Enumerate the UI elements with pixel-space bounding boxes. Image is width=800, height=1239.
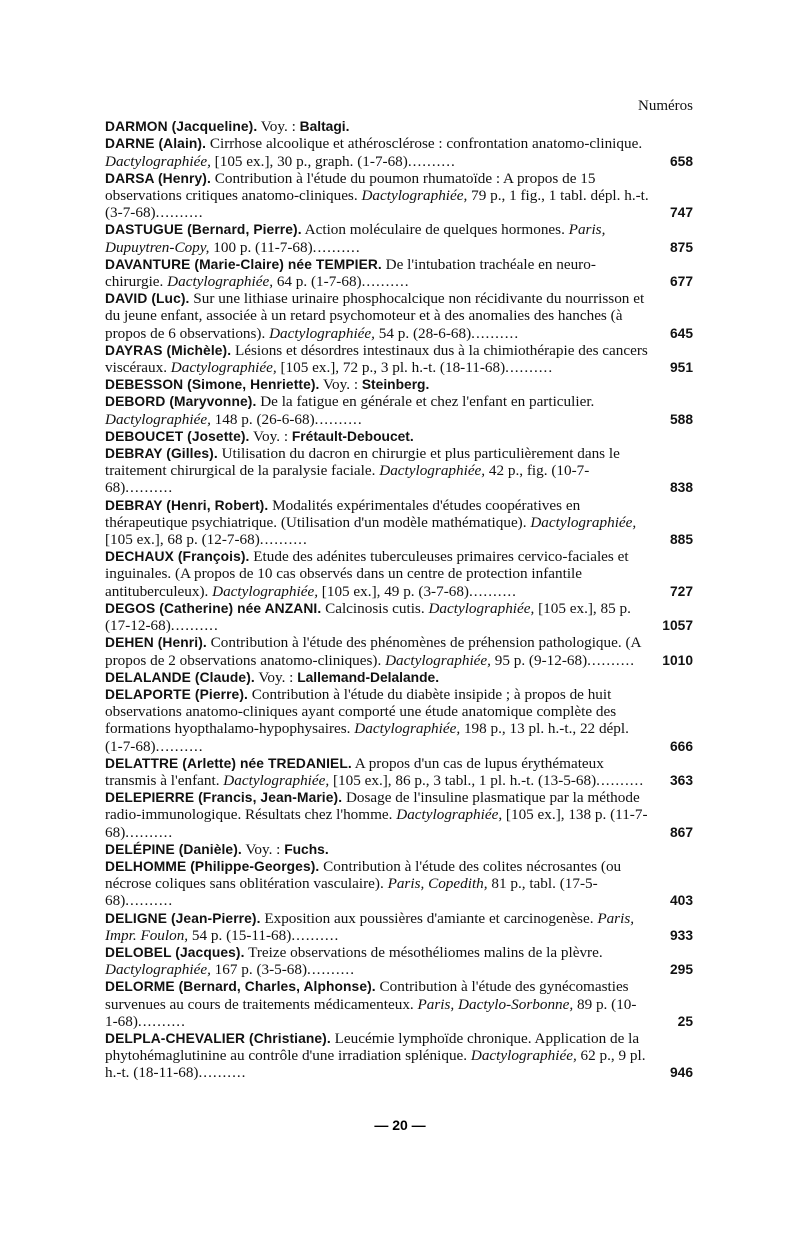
thesis-title: Modalités expérimentales d'études coopératives en thérapeutique psychiatrique. (Utilisation d'un modèle mathématique). bbox=[105, 496, 581, 531]
bibliography-entry bbox=[105, 393, 693, 427]
author-name: DEBORD (Maryvonne). bbox=[105, 394, 257, 410]
dot-leader: .......... bbox=[155, 204, 204, 222]
entry-number: 588 bbox=[669, 411, 693, 427]
entry-number: 403 bbox=[669, 893, 693, 909]
bibliography-entry bbox=[105, 342, 693, 376]
cross-reference: Lallemand-Delalande. bbox=[297, 669, 440, 685]
dot-leader: .......... bbox=[198, 1064, 247, 1082]
publisher: Paris, Impr. Foulon, bbox=[105, 909, 635, 944]
bibliography-entry bbox=[105, 841, 693, 858]
dot-leader: .......... bbox=[259, 531, 308, 549]
bibliography-entry bbox=[105, 376, 693, 393]
entry-number: 946 bbox=[669, 1065, 693, 1081]
author-name: DEBOUCET (Josette). bbox=[105, 428, 250, 444]
publisher: Dactylographiée, bbox=[379, 462, 486, 480]
bibliography-entry bbox=[105, 428, 693, 445]
publication-details: 167 p. (3-5-68) bbox=[210, 961, 308, 979]
bibliography-entry bbox=[105, 944, 693, 978]
thesis-title: De la fatigue en générale et chez l'enfant en particulier. bbox=[260, 393, 595, 411]
dot-leader: .......... bbox=[125, 892, 174, 910]
publisher: Paris, Dactylo-Sorbonne, bbox=[417, 995, 574, 1013]
bibliography-entry bbox=[105, 669, 693, 686]
publication-details: 148 p. (26-6-68) bbox=[210, 410, 315, 428]
bibliography-entry bbox=[105, 548, 693, 600]
publication-details: 62 p., 9 pl. h.-t. (18-11-68) bbox=[105, 1047, 646, 1082]
entry-number: 747 bbox=[669, 205, 693, 221]
thesis-title: Contribution à l'étude du poumon rhumatoïde : A propos de 15 observations critiques anatomo-cliniques. bbox=[105, 169, 596, 205]
bibliography-entry bbox=[105, 170, 693, 222]
author-name: DEHEN (Henri). bbox=[105, 635, 207, 651]
bibliography-entry bbox=[105, 221, 693, 255]
publication-details: 79 p., 1 fig., 1 tabl. dépl. h.-t. (3-7-68) bbox=[105, 187, 649, 222]
dot-leader: .......... bbox=[587, 651, 636, 669]
author-name: DEBRAY (Gilles). bbox=[105, 446, 218, 462]
entry-number: 666 bbox=[669, 738, 693, 754]
publication-details: [105 ex.], 138 p. (11-7-68) bbox=[105, 806, 648, 841]
publication-details: 64 p. (1-7-68) bbox=[273, 273, 362, 291]
thesis-title: Lésions et désordres intestinaux dus à la chimiothérapie des cancers viscéraux. bbox=[105, 341, 648, 377]
entry-number: 25 bbox=[677, 1013, 693, 1029]
dot-leader: .......... bbox=[170, 617, 219, 635]
thesis-title-cont: anatomo-clinique. bbox=[528, 135, 643, 153]
thesis-title: Contribution à l'étude des phénomènes de préhension pathologique. (A propos de 2 observations anatomo-cliniques). bbox=[105, 634, 641, 669]
dot-leader: .......... bbox=[407, 152, 456, 170]
publication-details: 198 p., 13 pl. h.-t., 22 dépl. (1-7-68) bbox=[105, 720, 629, 755]
dot-leader: .......... bbox=[155, 737, 204, 755]
author-name: DAVID (Luc). bbox=[105, 291, 190, 307]
entry-number: 658 bbox=[669, 153, 693, 169]
dot-leader: .......... bbox=[596, 771, 645, 789]
entry-number: 867 bbox=[669, 824, 693, 840]
dot-leader: .......... bbox=[471, 324, 520, 342]
dot-leader: .......... bbox=[361, 273, 410, 291]
bibliography-entry bbox=[105, 445, 693, 497]
thesis-title: Etude des adénites tuberculeuses primaires cervico-faciales et inguinales. (A propos de 10 cas observés dans un centre de protection infantile antituberculeux). bbox=[105, 548, 629, 600]
see-also-label: Voy. : bbox=[245, 840, 281, 858]
entry-number: 875 bbox=[669, 239, 693, 255]
publisher: Dactylographiée, bbox=[167, 273, 274, 291]
bibliography-entry bbox=[105, 118, 693, 135]
bibliography-entry bbox=[105, 755, 693, 789]
bibliography-entry bbox=[105, 789, 693, 841]
author-name: DELPLA-CHEVALIER (Christiane). bbox=[105, 1030, 331, 1046]
publication-details: [105 ex.], 72 p., 3 pl. h.-t. (18-11-68) bbox=[276, 359, 506, 377]
thesis-title: Leucémie lymphoïde chronique. Application de la phytohémaglutinine au contrôle d'une irradiation splénique. bbox=[105, 1029, 640, 1065]
thesis-title: Treize observations de mésothéliomes malins de la plèvre. bbox=[248, 943, 603, 961]
bibliography-entry bbox=[105, 290, 693, 342]
publication-details: [105 ex.], 86 p., 3 tabl., 1 pl. h.-t. (13-5-68) bbox=[329, 771, 597, 789]
dot-leader: .......... bbox=[469, 582, 517, 600]
bibliography-page bbox=[105, 98, 693, 1082]
publication-details: 54 p. (28-6-68) bbox=[374, 324, 472, 342]
entry-number: 645 bbox=[669, 325, 693, 341]
cross-reference: Steinberg. bbox=[361, 377, 430, 393]
publication-details: 81 p., tabl. (17-5-68) bbox=[105, 875, 598, 910]
bibliography-entry bbox=[105, 1030, 693, 1082]
dot-leader: .......... bbox=[312, 238, 361, 256]
publisher: Dactylographiée, bbox=[530, 513, 637, 531]
author-name: DELHOMME (Philippe-Georges). bbox=[105, 858, 320, 874]
bibliography-entry bbox=[105, 135, 693, 169]
bibliography-entry bbox=[105, 600, 693, 634]
author-name: DEBESSON (Simone, Henriette). bbox=[105, 377, 320, 393]
publisher: Dactylographiée, bbox=[269, 324, 375, 342]
author-name: DELIGNE (Jean-Pierre). bbox=[105, 910, 261, 926]
thesis-title: De l'intubation trachéale en neuro-chirurgie. bbox=[105, 255, 596, 291]
thesis-title: Sur une lithiase urinaire phosphocalcique non récidivante du nourrisson et du jeune enfant, associée à un retard psychomoteur et à des anomalies des hanches (à propos de 6 observations). bbox=[105, 290, 645, 342]
page-number: — 20 — bbox=[374, 1117, 426, 1133]
publication-details: [105 ex.], 68 p. (12-7-68) bbox=[105, 531, 260, 549]
author-name: DAYRAS (Michèle). bbox=[105, 342, 232, 358]
publisher: Dactylographiée, bbox=[105, 152, 211, 170]
thesis-title: Exposition aux poussières d'amiante et carcinogenèse. bbox=[264, 909, 598, 927]
see-also-label: Voy. : bbox=[253, 427, 289, 445]
publisher: Dactylographiée, bbox=[428, 599, 535, 617]
dot-leader: .......... bbox=[125, 823, 174, 841]
dot-leader: .......... bbox=[125, 479, 174, 497]
author-name: DELOBEL (Jacques). bbox=[105, 944, 245, 960]
bibliography-entry bbox=[105, 686, 693, 755]
publisher: Dactylographiée, bbox=[354, 720, 461, 738]
bibliography-entry bbox=[105, 634, 693, 668]
entry-number: 363 bbox=[669, 772, 693, 788]
cross-reference: Fuchs. bbox=[284, 841, 329, 857]
thesis-title: Utilisation du dacron en chirurgie et plus particulièrement dans le traitement chirurgical de la paralysie faciale. bbox=[105, 445, 620, 480]
see-also-label: Voy. : bbox=[260, 118, 296, 136]
author-name: DAVANTURE (Marie-Claire) née TEMPIER. bbox=[105, 256, 382, 272]
publisher: Paris, Dupuytren-Copy, bbox=[105, 221, 606, 256]
publisher: Dactylographiée, bbox=[361, 187, 468, 205]
publisher: Dactylographiée, bbox=[105, 410, 211, 428]
entry-number: 885 bbox=[669, 532, 693, 548]
bibliography-entry bbox=[105, 497, 693, 549]
author-name: DELÉPINE (Danièle). bbox=[105, 841, 242, 857]
publication-details: 100 p. (11-7-68) bbox=[209, 238, 313, 256]
dot-leader: .......... bbox=[291, 926, 340, 944]
publication-details: [105 ex.], 30 p., graph. (1-7-68) bbox=[210, 152, 408, 170]
author-name: DEBRAY (Henri, Robert). bbox=[105, 497, 269, 513]
publication-details: 54 p. (15-11-68) bbox=[188, 926, 292, 944]
thesis-title: A propos d'un cas de lupus érythémateux transmis à l'enfant. bbox=[105, 754, 604, 789]
publication-details: 89 p. (10-1-68) bbox=[105, 995, 637, 1030]
entry-number: 727 bbox=[669, 583, 693, 599]
publication-details: 95 p. (9-12-68) bbox=[490, 651, 588, 669]
dot-leader: .......... bbox=[307, 961, 356, 979]
publisher: Paris, Copedith, bbox=[387, 875, 488, 893]
dot-leader: .......... bbox=[314, 410, 363, 428]
publisher: Dactylographiée, bbox=[470, 1047, 577, 1065]
thesis-title: Contribution à l'étude des gynécomasties survenues au cours de traitements médicamenteux. bbox=[105, 978, 629, 1013]
dot-leader: .......... bbox=[505, 359, 554, 377]
publication-details: [105 ex.], 49 p. (3-7-68) bbox=[318, 582, 469, 600]
entry-number: 951 bbox=[669, 360, 693, 376]
entry-number: 677 bbox=[669, 274, 693, 290]
entry-number: 838 bbox=[669, 480, 693, 496]
entry-number: 1057 bbox=[662, 618, 693, 634]
author-name: DECHAUX (François). bbox=[105, 549, 250, 565]
bibliography-entry bbox=[105, 256, 693, 290]
publisher: Dactylographiée, bbox=[170, 359, 277, 377]
bibliography-entry bbox=[105, 858, 693, 910]
publisher: Dactylographiée, bbox=[223, 771, 330, 789]
author-name: DELORME (Bernard, Charles, Alphonse). bbox=[105, 979, 376, 995]
author-name: DARNE (Alain). bbox=[105, 136, 207, 152]
entry-number: 1010 bbox=[662, 652, 693, 668]
publisher: Dactylographiée, bbox=[396, 806, 503, 824]
entry-list bbox=[105, 118, 693, 1081]
thesis-title: Cirrhose alcoolique et athérosclérose : confrontation bbox=[209, 135, 529, 153]
author-name: DELATTRE (Arlette) née TREDANIEL. bbox=[105, 755, 352, 771]
cross-reference: Baltagi. bbox=[299, 119, 350, 135]
author-name: DEGOS (Catherine) née ANZANI. bbox=[105, 600, 322, 616]
author-name: DELEPIERRE (Francis, Jean-Marie). bbox=[105, 790, 343, 806]
publisher: Dactylographiée, bbox=[385, 651, 491, 669]
author-name: DASTUGUE (Bernard, Pierre). bbox=[105, 222, 302, 238]
bibliography-entry bbox=[105, 978, 693, 1030]
see-also-label: Voy. : bbox=[258, 668, 294, 686]
thesis-title: Action moléculaire de quelques hormones. bbox=[304, 221, 569, 239]
publication-details: [105 ex.], 85 p. (17-12-68) bbox=[105, 599, 631, 635]
author-name: DARSA (Henry). bbox=[105, 170, 211, 186]
cross-reference: Frétault-Deboucet. bbox=[291, 428, 414, 444]
author-name: DELAPORTE (Pierre). bbox=[105, 686, 248, 702]
thesis-title: Calcinosis cutis. bbox=[325, 599, 429, 617]
publisher: Dactylographiée, bbox=[105, 961, 211, 979]
entry-number: 933 bbox=[669, 927, 693, 943]
thesis-title: Dosage de l'insuline plasmatique par la méthode radio-immunologique. Résultats chez l'homme. bbox=[105, 789, 640, 824]
thesis-title: Contribution à l'étude du diabète insipide ; à propos de huit observations anatomo-cliniques ayant comporté une étude anatomique complète des formations hyopthalamo-hypophysaires. bbox=[105, 685, 617, 738]
publisher: Dactylographiée, bbox=[212, 582, 318, 600]
thesis-title: Contribution à l'étude des colites nécrosantes (ou nécrose coliques sans oblitération vasculaire). bbox=[105, 857, 622, 893]
dot-leader: .......... bbox=[137, 1012, 186, 1030]
author-name: DELALANDE (Claude). bbox=[105, 669, 255, 685]
see-also-label: Voy. : bbox=[323, 376, 359, 394]
author-name: DARMON (Jacqueline). bbox=[105, 119, 258, 135]
entry-number: 295 bbox=[669, 962, 693, 978]
column-header-numeros: Numéros bbox=[638, 98, 693, 114]
bibliography-entry bbox=[105, 910, 693, 944]
publication-details: 42 p., fig. (10-7-68) bbox=[105, 462, 590, 497]
